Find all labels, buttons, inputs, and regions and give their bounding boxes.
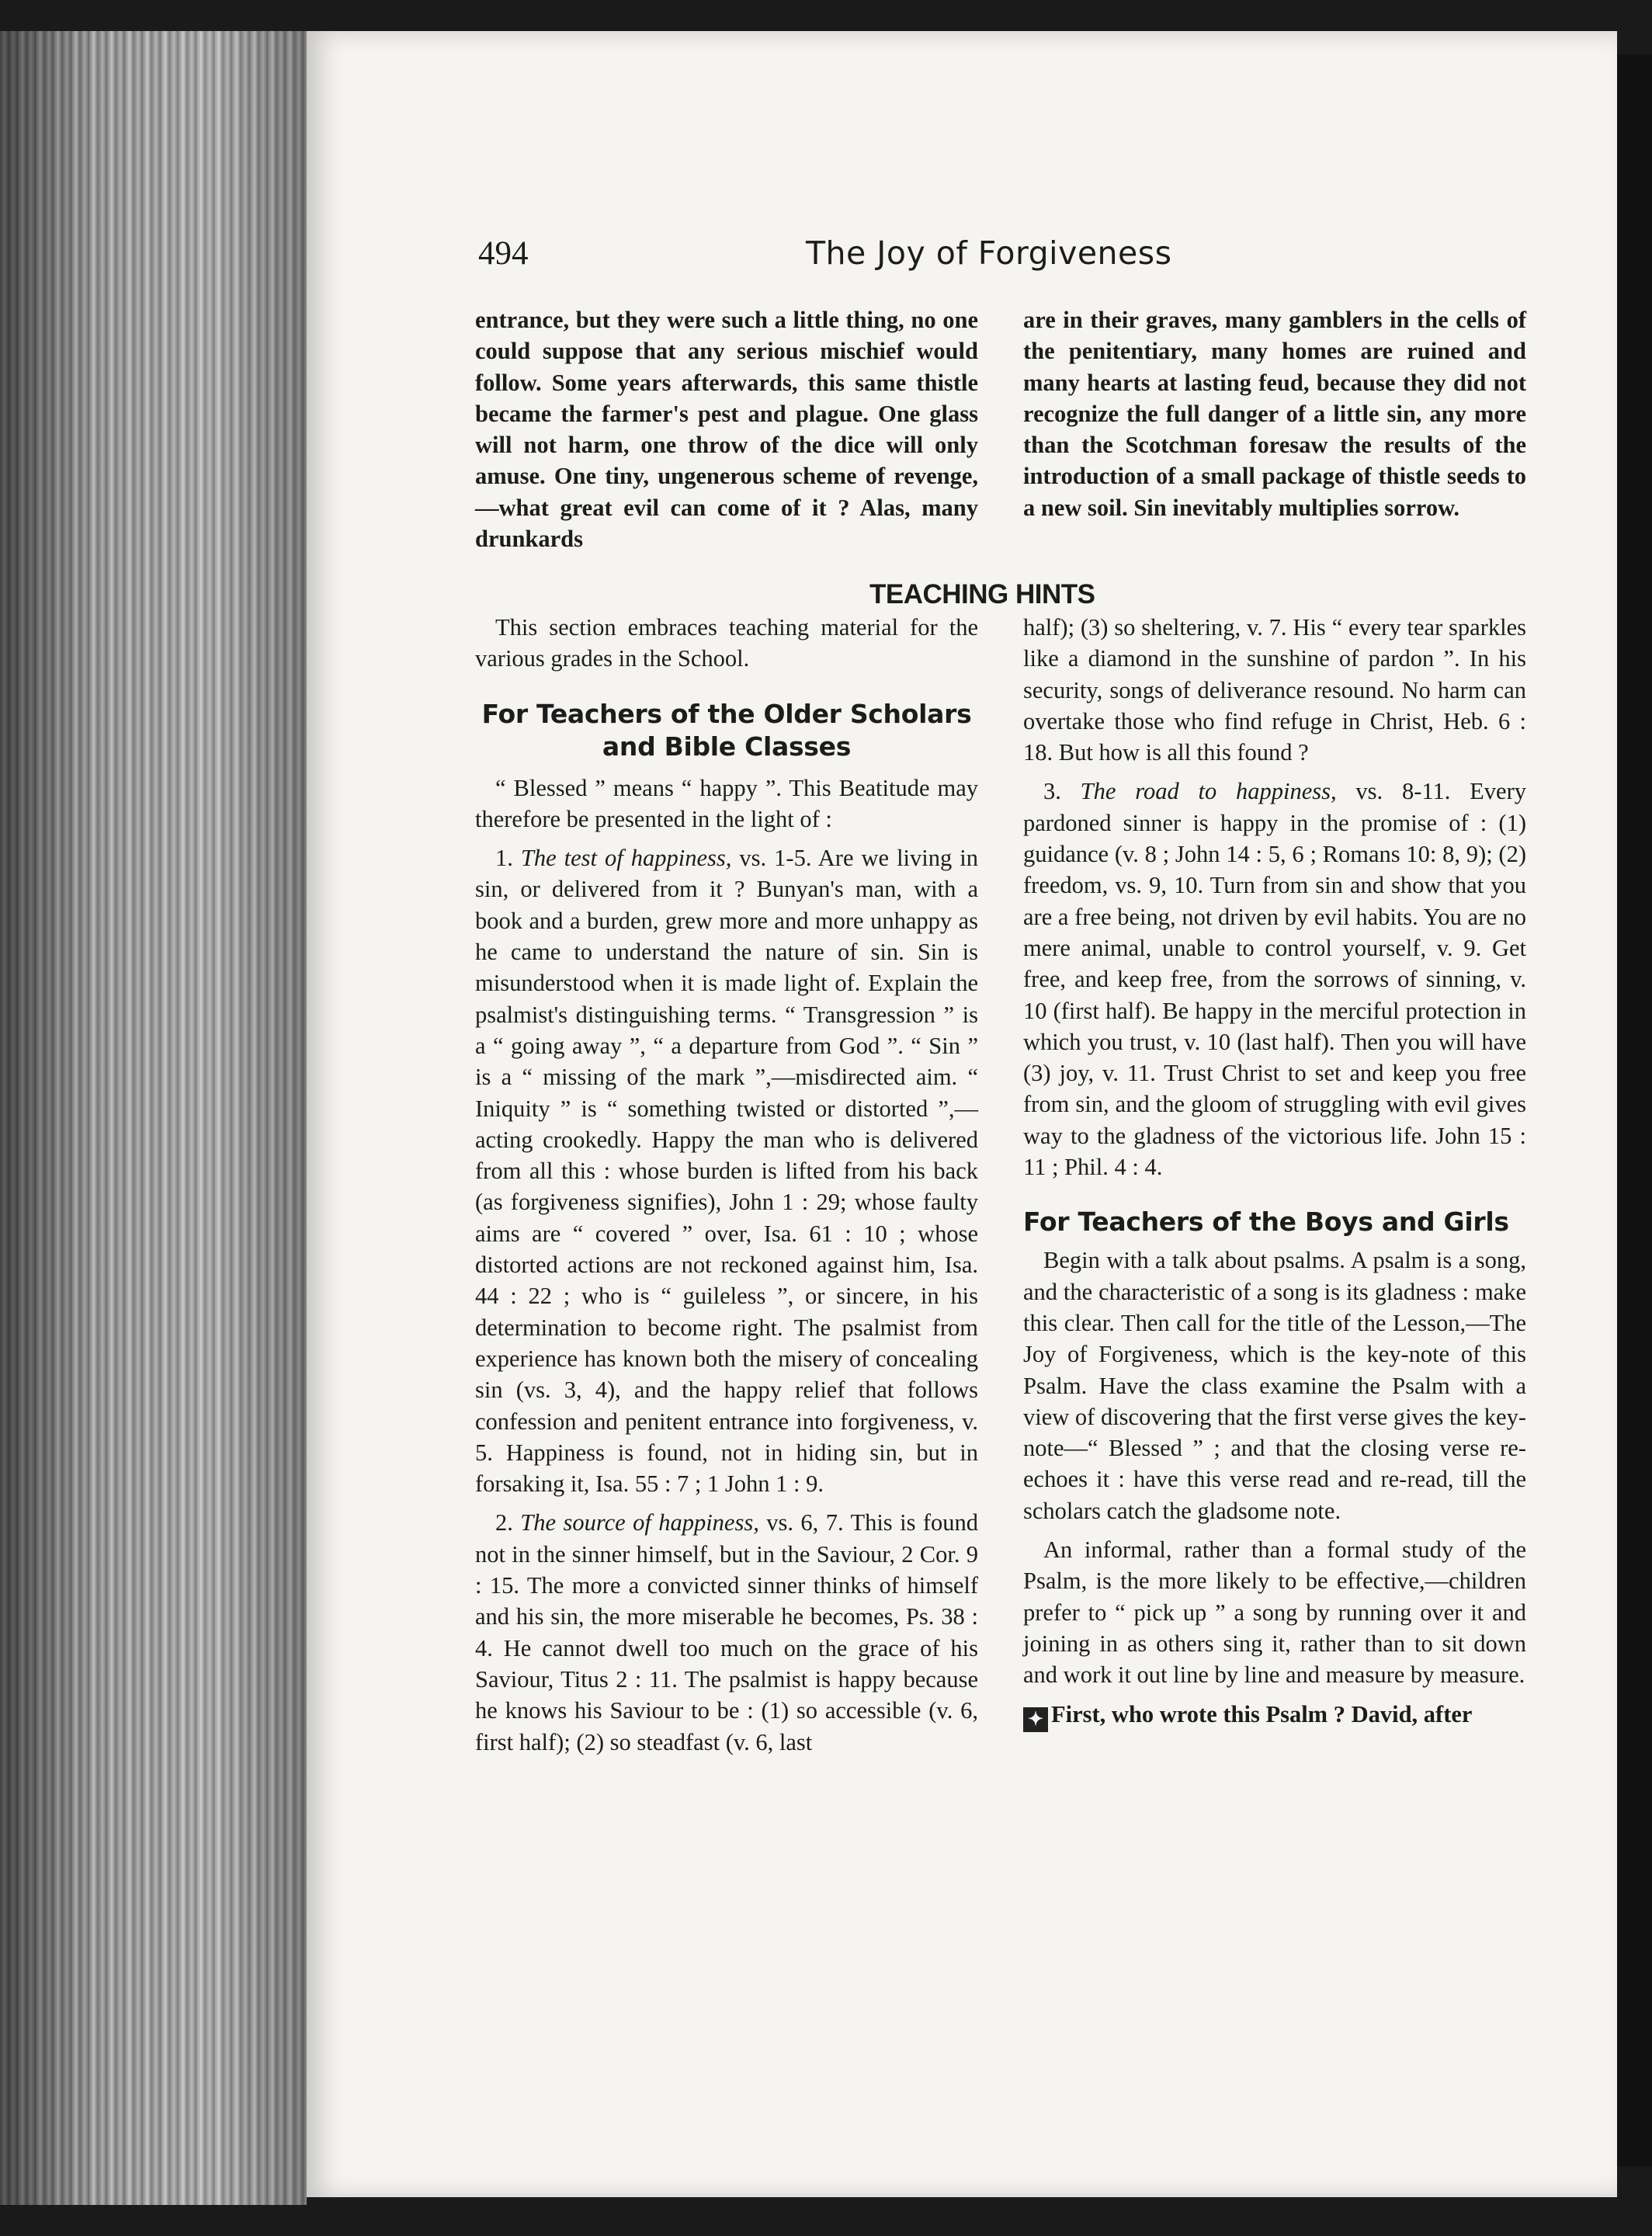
point3-paragraph bbox=[1023, 776, 1526, 1182]
page-number: 494 bbox=[478, 235, 529, 272]
teaching-hints-heading: TEACHING HINTS bbox=[869, 579, 1095, 609]
point2-label: 2. bbox=[495, 1509, 521, 1536]
older-heading-line1: For Teachers of the Older Scholars bbox=[481, 698, 972, 729]
point2-paragraph bbox=[475, 1507, 978, 1757]
book-page-edges bbox=[0, 31, 307, 2205]
book-right-edge bbox=[1617, 54, 1652, 2166]
point1-title: The test of happiness, bbox=[520, 845, 732, 872]
section-intro: This section embraces teaching material for the various grades in the School. bbox=[475, 614, 978, 672]
point3-text: vs. 8-11. Every pardoned sinner is happy in the promise of : (1) guidance (v. 8 ; John 14 : 5, 6 ; Romans 10: 8, 9); (2) freedom, vs. 9, 10. Turn from sin and show that you are a free being, not driven by evil habits. You are no mere animal, unable to control yourself, v. 9. Get free, and keep free, from the sorrows of sinning, v. 10 (first half). Be happy in the merciful protection in which you trust, v. 10 (last half). Then you will have (3) joy, v. 11. Trust Christ to set and keep you free from sin, and the gloom of struggling with evil gives way to the gladness of the victorious life. John 15 : 11 ; Phil. 4 : 4. bbox=[1023, 778, 1526, 1181]
left-body-column bbox=[475, 612, 978, 1758]
older-intro-paragraph: “ Blessed ” means “ happy ”. This Beatitude may therefore be presented in the light of : bbox=[475, 774, 978, 832]
point1-text: vs. 1-5. Are we living in sin, or delivered from it ? Bunyan's man, with a book and a burden, grew more and more unhappy as he came to understand the nature of sin. Sin is misunderstood when it is made light of. Explain the psalmist's distinguishing terms. “ Transgression ” is a “ going away ”, “ a departure from God ”. “ Sin ” is a “ missing of the mark ”,—misdirected aim. “ Iniquity ” is “ something twisted or distorted ”,—acting crookedly. Happy the man who is delivered from all this : whose burden is lifted from his back (as forgiveness signifies), John 1 : 29; whose faulty aims are “ covered ” over, Isa. 61 : 10 ; whose distorted actions are not reckoned against him, Isa. 44 : 22 ; who is “ guileless ”, or sincere, in his determination to become right. The psalmist from experience has known both the misery of concealing sin (vs. 3, 4), and the happy relief that follows confession and penitent entrance into forgiveness, v. 5. Happiness is found, not in hiding sin, but in forsaking it, Isa. 55 : 7 ; 1 John 1 : 9. bbox=[475, 845, 978, 1498]
point2-text: vs. 6, 7. This is found not in the sinner himself, but in the Saviour, 2 Cor. 9 : 15. The more a convicted sinner thinks of himself and his sin, the more miserable he becomes, Ps. 38 : 4. He cannot dwell too much on the grace of his Saviour, Titus 2 : 11. The psalmist is happy because he knows his Saviour to be : (1) so accessible (v. 6, first half); (2) so steadfast (v. 6, last bbox=[475, 1509, 979, 1755]
ornament-icon: ✦ bbox=[1023, 1707, 1048, 1732]
older-heading-line2: and Bible Classes bbox=[602, 731, 852, 762]
boys-paragraph-1: Begin with a talk about psalms. A psalm is a song, and the characteristic of a song is its gladness : make this clear. Then call for the title of the Lesson,—The Joy of Forgiveness, which is the key-note of this Psalm. Have the class examine the Psalm with a view of discovering that the first verse gives the key-note—“ Blessed ” ; and that the closing verse re-echoes it : have this verse read and re-read, till the scholars catch the gladsome note. bbox=[1023, 1247, 1526, 1524]
older-scholars-heading bbox=[475, 698, 978, 763]
point3-label: 3. bbox=[1043, 778, 1081, 805]
intro-left-text: entrance, but they were such a little thing, no one could suppose that any serious mischief would follow. Some years afterwards, this same thistle became the farmer's pest and plague. One glass will not harm, one throw of the dice will only amuse. One tiny, ungenerous scheme of revenge,—what great evil can come of it ? Alas, many drunkards bbox=[475, 307, 978, 553]
boys-paragraph-2: An informal, rather than a formal study of the Psalm, is the more likely to be effective,—children prefer to “ pick up ” a song by running over it and joining in as others sing it, rather than to sit down and work it out line by line and measure by measure. bbox=[1023, 1536, 1526, 1689]
intro-left-column bbox=[475, 304, 978, 554]
point1-label: 1. bbox=[495, 845, 521, 872]
running-title: The Joy of Forgiveness bbox=[806, 234, 1172, 272]
intro-right-text: are in their graves, many gamblers in the cells of the penitentiary, many homes are ruined and many hearts at lasting feud, because they did not recognize the full danger of a little sin, any more than the Scotchman foresaw the results of the introduction of a small package of thistle seeds to a new soil. Sin inevitably multiplies sorrow. bbox=[1023, 307, 1526, 521]
boys-girls-heading: For Teachers of the Boys and Girls bbox=[1023, 1207, 1509, 1238]
point1-paragraph bbox=[475, 842, 978, 1499]
right-body-column bbox=[1023, 612, 1526, 1732]
right-continuation-paragraph: half); (3) so sheltering, v. 7. His “ every tear sparkles like a diamond in the sunshine of pardon ”. In his security, songs of deliverance resound. No harm can overtake those who find refuge in Christ, Heb. 6 : 18. But how is all this found ? bbox=[1023, 614, 1526, 766]
page-header bbox=[478, 234, 1192, 281]
point2-title: The source of happiness, bbox=[520, 1509, 759, 1536]
boys-paragraph-3 bbox=[1023, 1699, 1526, 1732]
point3-title: The road to happiness, bbox=[1080, 778, 1337, 805]
boys-paragraph-3-text: First, who wrote this Psalm ? David, after bbox=[1051, 1700, 1473, 1727]
intro-right-column bbox=[1023, 304, 1526, 523]
